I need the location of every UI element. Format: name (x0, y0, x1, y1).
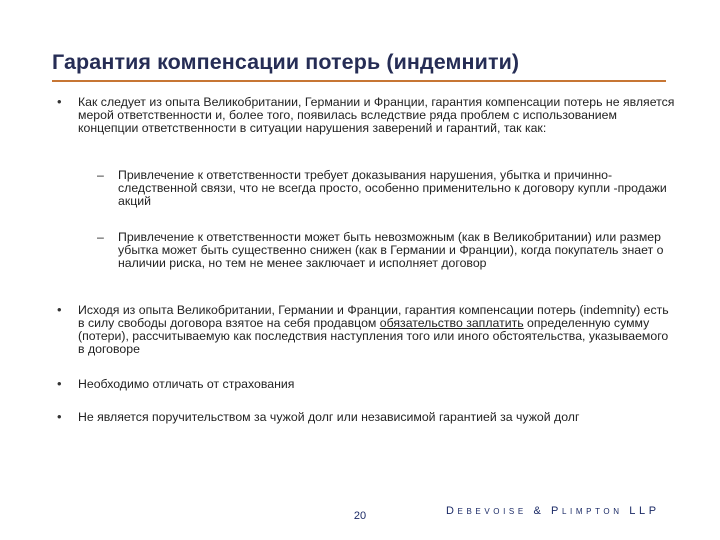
sub-bullet-text: Привлечение к ответственности требует доказывания нарушения, убытка и причинно-следственной связи, что не всегда просто, особенно применительно к договору купли -продажи акций (118, 168, 667, 208)
sub-bullet-marker: – (97, 230, 104, 244)
sub-bullet-marker: – (97, 168, 104, 182)
slide-title: Гарантия компенсации потерь (индемнити) (52, 50, 520, 74)
bullet-text: Необходимо отличать от страхования (78, 377, 295, 391)
bullet-text: Не является поручительством за чужой долг или независимой гарантией за чужой долг (78, 410, 580, 424)
firm-logo: Debevoise & Plimpton LLP (446, 505, 660, 517)
bullet-marker: • (57, 409, 62, 424)
page-number: 20 (353, 510, 367, 522)
bullet-text-part: Исходя из опыта Великобритании, Германии и Франции, гарантия компенсации потерь (indemnity) есть в силу свободы договора взятое на себя продавцом (78, 303, 669, 330)
bullet-marker: • (57, 94, 62, 109)
bullet-marker: • (57, 302, 62, 317)
bullet-text-part: определенную сумму (потери), рассчитываемую как последствия наступления того или иного обстоятельства, указываемого в договоре (78, 316, 669, 356)
underlined-phrase: обязательство заплатить (379, 316, 524, 330)
bullet-text: Как следует из опыта Великобритании, Германии и Франции, гарантия компенсации потерь не является мерой ответственности и, более того, появилась вследствие ряда проблем с использованием концепции ответственности в ситуации нарушения заверений и гарантий, так как: (78, 95, 675, 135)
sub-bullet-text: Привлечение к ответственности может быть невозможным (как в Великобритании) или размер убытка может быть существенно снижен (как в Германии и Франции), когда покупатель знает о наличии риска, но тем не менее заключает и исполняет договор (118, 230, 664, 270)
title-divider (52, 80, 666, 82)
bullet-marker: • (57, 376, 62, 391)
bullet-text (78, 304, 678, 356)
